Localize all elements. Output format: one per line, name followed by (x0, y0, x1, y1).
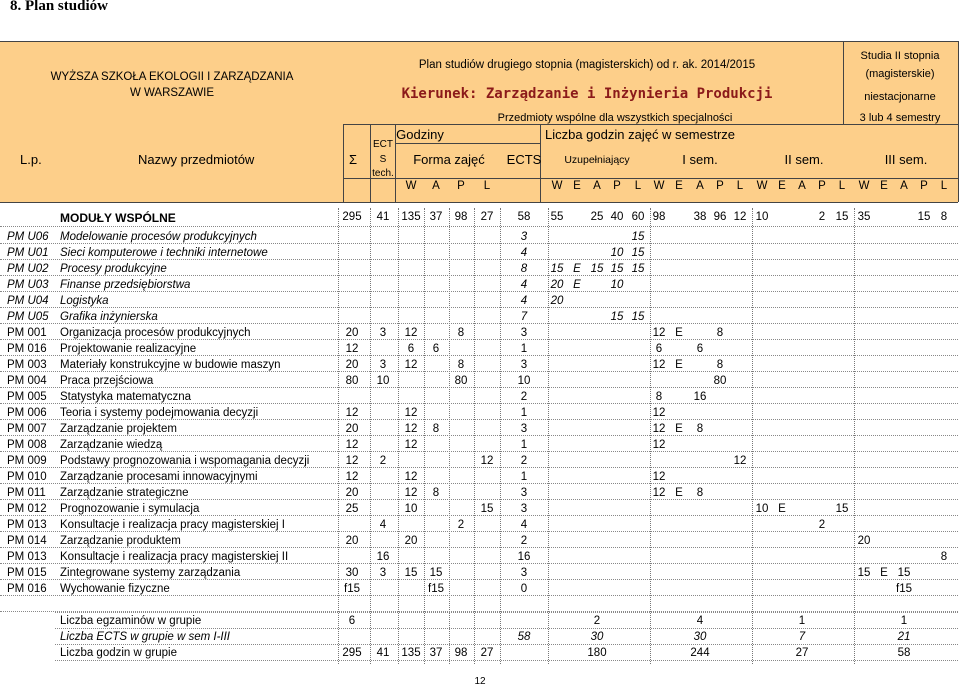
table-cell: 12 (345, 439, 359, 451)
subject-code: PM U03 (7, 279, 49, 291)
table-cell: 12 (345, 407, 359, 419)
table-cell: 12 (652, 407, 666, 419)
table-cell: 135 (401, 211, 421, 223)
grid-line (0, 41, 958, 42)
table-cell: f15 (896, 583, 912, 595)
table-cell: 41 (376, 211, 390, 223)
table-cell: 41 (376, 647, 390, 659)
semester-letter: P (920, 180, 928, 192)
forma-letter: L (483, 180, 491, 192)
grid-line (0, 579, 958, 580)
table-cell: 15 (429, 567, 443, 579)
grid-line (55, 660, 958, 661)
table-cell: 15 (835, 211, 849, 223)
table-cell: 6 (696, 343, 704, 355)
grid-line (0, 371, 958, 372)
grid-line (0, 323, 958, 324)
summary-label: Liczba godzin w grupie (60, 647, 177, 659)
table-cell: 10 (610, 247, 624, 259)
subject-name: Teoria i systemy podejmowania decyzji (60, 407, 259, 419)
table-cell: 8 (432, 487, 440, 499)
table-cell: 16 (517, 551, 531, 563)
sem2-header: II sem. (784, 152, 824, 167)
table-cell: 1 (798, 615, 806, 627)
semester-letter: E (880, 180, 888, 192)
forma-letter: A (432, 180, 440, 192)
table-cell: 58 (517, 211, 531, 223)
table-cell: 80 (454, 375, 468, 387)
table-cell: 98 (454, 647, 468, 659)
subject-code: PM U05 (7, 311, 49, 323)
lp-header: L.p. (20, 152, 42, 167)
subject-code: PM U06 (7, 231, 49, 243)
semester-letter: P (716, 180, 724, 192)
table-cell: 15 (590, 263, 604, 275)
subject-name: Zintegrowane systemy zarządzania (60, 567, 241, 579)
ects-tech-header-1: ECT (373, 139, 393, 150)
semester-letter: A (900, 180, 908, 192)
przedmioty-note: Przedmioty wspólne dla wszystkich specjalności (497, 112, 733, 124)
grid-line (0, 435, 958, 436)
semester-letter: L (838, 180, 846, 192)
table-cell: 12 (345, 455, 359, 467)
table-cell: 8 (432, 423, 440, 435)
grid-line (343, 124, 344, 202)
table-cell: 2 (818, 211, 826, 223)
subject-code: PM U02 (7, 263, 49, 275)
table-cell: 30 (590, 631, 604, 643)
grid-line (0, 355, 958, 356)
subject-code: PM 003 (7, 359, 47, 371)
table-cell: 15 (404, 567, 418, 579)
table-cell: 10 (404, 503, 418, 515)
table-cell: E (675, 423, 683, 435)
subject-code: PM 001 (7, 327, 47, 339)
godziny-header: Godziny (396, 127, 444, 142)
semester-letter: E (675, 180, 683, 192)
subject-name: Konsultacje i realizacja pracy magisterskiej I (60, 519, 285, 531)
table-cell: E (880, 567, 888, 579)
table-cell: 8 (716, 327, 724, 339)
table-cell: 15 (631, 247, 645, 259)
table-cell: 30 (345, 567, 359, 579)
table-cell: 98 (652, 211, 666, 223)
table-cell: 10 (755, 211, 769, 223)
table-cell: 8 (520, 263, 528, 275)
table-cell: 295 (342, 647, 362, 659)
table-cell: 20 (345, 535, 359, 547)
table-cell: 3 (520, 487, 528, 499)
semester-letter: E (778, 180, 786, 192)
table-cell: 8 (716, 359, 724, 371)
table-cell: 15 (857, 567, 871, 579)
table-cell: E (573, 263, 581, 275)
subject-name: Projektowanie realizacyjne (60, 343, 197, 355)
semester-letter: L (634, 180, 642, 192)
table-cell: 3 (520, 327, 528, 339)
kierunek-title: Kierunek: Zarządzanie i Inżynieria Produkcji (401, 86, 773, 102)
table-cell: E (675, 327, 683, 339)
grid-line (0, 275, 958, 276)
sigma-header: Σ (349, 152, 358, 167)
table-cell: 12 (404, 487, 418, 499)
subject-name: Procesy produkcyjne (60, 263, 167, 275)
table-cell: 3 (520, 567, 528, 579)
semesters-count: 3 lub 4 semestry (859, 112, 941, 124)
table-cell: 2 (520, 391, 528, 403)
table-cell: 58 (517, 631, 531, 643)
studia-line2: (magisterskie) (865, 68, 935, 80)
moduly-label: MODUŁY WSPÓLNE (60, 211, 176, 225)
semester-letter: A (798, 180, 806, 192)
table-cell: 3 (520, 423, 528, 435)
grid-line (0, 451, 958, 452)
table-cell: 20 (345, 359, 359, 371)
forma-letter: W (405, 180, 417, 192)
table-cell: 12 (404, 471, 418, 483)
grid-line (395, 143, 540, 144)
table-cell: 8 (696, 487, 704, 499)
table-cell: 12 (404, 423, 418, 435)
semester-letter: L (940, 180, 948, 192)
table-cell: 80 (345, 375, 359, 387)
liczba-godzin-header: Liczba godzin zajęć w semestrze (544, 127, 736, 142)
table-cell: 7 (798, 631, 806, 643)
table-cell: 20 (345, 487, 359, 499)
semester-letter: A (696, 180, 704, 192)
table-cell: 135 (401, 647, 421, 659)
plan-title: Plan studiów drugiego stopnia (magisterskich) od r. ak. 2014/2015 (418, 59, 756, 71)
table-cell: 15 (631, 311, 645, 323)
table-cell: 295 (342, 211, 362, 223)
table-cell: 20 (345, 423, 359, 435)
table-cell: 40 (610, 211, 624, 223)
subject-name: Konsultacje i realizacja pracy magisterskiej II (60, 551, 289, 563)
subject-code: PM 008 (7, 439, 47, 451)
table-cell: 6 (432, 343, 440, 355)
table-cell: 38 (693, 211, 707, 223)
subject-name: Organizacja procesów produkcyjnych (60, 327, 251, 339)
table-cell: 15 (835, 503, 849, 515)
table-cell: f15 (344, 583, 360, 595)
grid-line (0, 291, 958, 292)
subject-code: PM 015 (7, 567, 47, 579)
table-cell: 12 (733, 455, 747, 467)
table-cell: E (675, 359, 683, 371)
table-cell: 98 (454, 211, 468, 223)
subject-code: PM 013 (7, 551, 47, 563)
semester-letter: W (858, 180, 870, 192)
subject-name: Praca przejściowa (60, 375, 154, 387)
table-cell: 244 (690, 647, 710, 659)
table-cell: 1 (520, 343, 528, 355)
table-cell: 1 (520, 471, 528, 483)
table-cell: 1 (520, 407, 528, 419)
forma-zajec-header: Forma zajęć (413, 152, 485, 167)
table-cell: E (573, 279, 581, 291)
grid-line (0, 403, 958, 404)
table-cell: 10 (610, 279, 624, 291)
subject-code: PM 010 (7, 471, 47, 483)
grid-line (0, 259, 958, 260)
subject-name: Zarządzanie procesami innowacyjnymi (60, 471, 258, 483)
grid-line (370, 124, 371, 202)
table-cell: 15 (917, 211, 931, 223)
table-cell: 10 (376, 375, 390, 387)
subject-name: Statystyka matematyczna (60, 391, 192, 403)
table-cell: 12 (404, 327, 418, 339)
table-cell: 4 (379, 519, 387, 531)
table-cell: 80 (713, 375, 727, 387)
table-cell: 12 (404, 407, 418, 419)
page-number: 12 (474, 676, 486, 687)
semester-letter: E (573, 180, 581, 192)
school-name-line1: WYŻSZA SZKOŁA EKOLOGII I ZARZĄDZANIA (50, 71, 294, 83)
table-cell: 12 (652, 327, 666, 339)
subject-code: PM 016 (7, 343, 47, 355)
sem1-header: I sem. (682, 152, 718, 167)
table-cell: 6 (655, 343, 663, 355)
semester-letter: L (736, 180, 744, 192)
semester-letter: P (613, 180, 621, 192)
grid-line (55, 612, 958, 613)
table-cell: 20 (857, 535, 871, 547)
table-cell: 3 (379, 567, 387, 579)
table-cell: f15 (428, 583, 444, 595)
table-cell: 15 (631, 263, 645, 275)
grid-line (0, 563, 958, 564)
subject-code: PM 016 (7, 583, 47, 595)
semester-letter: P (818, 180, 826, 192)
uzupelniajacy-header: Uzupełniający (564, 154, 630, 166)
table-cell: 6 (407, 343, 415, 355)
table-cell: 15 (480, 503, 494, 515)
subject-name: Finanse przedsiębiorstwa (60, 279, 191, 291)
table-cell: 15 (550, 263, 564, 275)
table-cell: 3 (520, 231, 528, 243)
table-cell: 16 (693, 391, 707, 403)
grid-line (343, 124, 958, 125)
table-cell: 12 (404, 439, 418, 451)
grid-line (0, 226, 958, 227)
table-cell: E (778, 503, 786, 515)
subject-code: PM 009 (7, 455, 47, 467)
table-cell: 7 (520, 311, 528, 323)
subject-code: PM 007 (7, 423, 47, 435)
table-cell: 55 (550, 211, 564, 223)
table-cell: 3 (520, 359, 528, 371)
table-cell: 4 (520, 519, 528, 531)
table-cell: 60 (631, 211, 645, 223)
grid-line (0, 307, 958, 308)
subject-code: PM 014 (7, 535, 47, 547)
table-cell: 20 (550, 279, 564, 291)
table-cell: 0 (520, 583, 528, 595)
grid-line (0, 483, 958, 484)
subject-code: PM 006 (7, 407, 47, 419)
study-mode: niestacjonarne (864, 91, 936, 103)
subject-name: Zarządzanie wiedzą (60, 439, 163, 451)
grid-line (0, 531, 958, 532)
table-cell: 1 (520, 439, 528, 451)
table-cell: 15 (631, 231, 645, 243)
subject-name: Zarządzanie projektem (60, 423, 177, 435)
grid-line (0, 595, 958, 596)
semester-letter: W (653, 180, 665, 192)
table-cell: 27 (480, 647, 494, 659)
table-cell: E (675, 487, 683, 499)
subject-name: Grafika inżynierska (60, 311, 158, 323)
grid-line (0, 467, 958, 468)
semester-letter: W (756, 180, 768, 192)
grid-line (0, 547, 958, 548)
table-cell: 8 (457, 327, 465, 339)
table-cell: 27 (480, 211, 494, 223)
subject-name: Wychowanie fizyczne (60, 583, 170, 595)
table-cell: 8 (940, 211, 948, 223)
table-cell: 15 (610, 263, 624, 275)
summary-label: Liczba ECTS w grupie w sem I-III (60, 631, 230, 643)
summary-label: Liczba egzaminów w grupie (60, 615, 202, 627)
subject-name: Modelowanie procesów produkcyjnych (60, 231, 257, 243)
table-cell: 12 (404, 359, 418, 371)
table-cell: 3 (520, 503, 528, 515)
grid-line (843, 41, 844, 124)
studia-line1: Studia II stopnia (860, 50, 940, 62)
table-cell: 58 (897, 647, 911, 659)
table-cell: 4 (520, 247, 528, 259)
grid-line (0, 387, 958, 388)
grid-line (0, 243, 958, 244)
table-cell: 1 (900, 615, 908, 627)
table-cell: 21 (897, 631, 911, 643)
subject-code: PM 011 (7, 487, 46, 499)
grid-line (55, 628, 958, 629)
subject-code: PM U04 (7, 295, 49, 307)
table-cell: 15 (897, 567, 911, 579)
table-cell: 96 (713, 211, 727, 223)
table-cell: 12 (652, 471, 666, 483)
table-cell: 10 (517, 375, 531, 387)
table-cell: 20 (550, 295, 564, 307)
subject-code: PM 005 (7, 391, 47, 403)
table-cell: 20 (404, 535, 418, 547)
grid-line (958, 41, 959, 202)
subject-name: Prognozowanie i symulacja (60, 503, 200, 515)
grid-line (55, 644, 958, 645)
table-cell: 37 (429, 647, 443, 659)
table-cell: 20 (345, 327, 359, 339)
table-cell: 25 (345, 503, 359, 515)
table-cell: 2 (379, 455, 387, 467)
ects-tech-header-2: S (379, 154, 387, 165)
ects-tech-header-3: tech. (372, 168, 394, 179)
table-cell: 3 (379, 327, 387, 339)
table-cell: 12 (652, 487, 666, 499)
school-name-line2: W WARSZAWIE (129, 87, 215, 99)
grid-line (0, 202, 958, 203)
subject-name: Materiały konstrukcyjne w budowie maszyn (60, 359, 281, 371)
subject-name: Logistyka (60, 295, 109, 307)
table-cell: 12 (652, 359, 666, 371)
subject-name: Podstawy prognozowania i wspomagania decyzji (60, 455, 310, 467)
table-cell: 8 (696, 423, 704, 435)
table-cell: 30 (693, 631, 707, 643)
table-cell: 16 (376, 551, 390, 563)
table-cell: 3 (379, 359, 387, 371)
table-cell: 4 (520, 279, 528, 291)
ects-header: ECTS (506, 152, 542, 167)
table-cell: 6 (348, 615, 356, 627)
table-cell: 2 (818, 519, 826, 531)
grid-line (0, 515, 958, 516)
grid-line (0, 339, 958, 340)
forma-letter: P (457, 180, 465, 192)
table-cell: 27 (795, 647, 809, 659)
subject-code: PM 012 (7, 503, 47, 515)
grid-line (343, 178, 958, 179)
table-cell: 4 (696, 615, 704, 627)
subject-code: PM U01 (7, 247, 49, 259)
subject-code: PM 004 (7, 375, 47, 387)
table-cell: 12 (345, 343, 359, 355)
table-cell: 180 (587, 647, 607, 659)
sem3-header: III sem. (884, 152, 928, 167)
semester-letter: A (593, 180, 601, 192)
table-cell: 35 (857, 211, 871, 223)
table-cell: 2 (457, 519, 465, 531)
table-cell: 8 (655, 391, 663, 403)
subject-name: Zarządzanie strategiczne (60, 487, 189, 499)
table-cell: 25 (590, 211, 604, 223)
subject-code: PM 013 (7, 519, 47, 531)
table-cell: 2 (520, 455, 528, 467)
table-cell: 8 (457, 359, 465, 371)
table-cell: 10 (755, 503, 769, 515)
table-cell: 12 (480, 455, 494, 467)
subject-name: Sieci komputerowe i techniki internetowe (60, 247, 268, 259)
table-cell: 12 (652, 439, 666, 451)
table-cell: 2 (520, 535, 528, 547)
table-cell: 37 (429, 211, 443, 223)
table-cell: 12 (345, 471, 359, 483)
grid-line (0, 499, 958, 500)
nazwy-header: Nazwy przedmiotów (138, 152, 255, 167)
table-cell: 12 (733, 211, 747, 223)
grid-line (0, 419, 958, 420)
section-title: 8. Plan studiów (10, 0, 108, 14)
table-cell: 4 (520, 295, 528, 307)
table-cell: 15 (610, 311, 624, 323)
table-cell: 2 (593, 615, 601, 627)
table-cell: 12 (652, 423, 666, 435)
semester-letter: W (551, 180, 563, 192)
subject-name: Zarządzanie produktem (60, 535, 181, 547)
table-cell: 8 (940, 551, 948, 563)
